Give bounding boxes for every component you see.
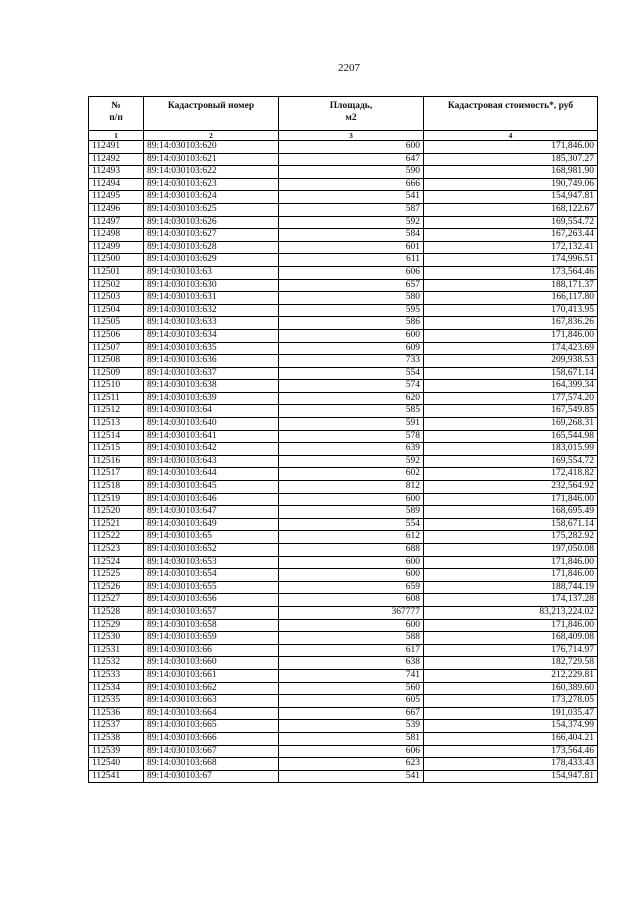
row-number-cell: 112538 [89, 732, 144, 745]
cost-cell: 169,554.72 [424, 216, 598, 229]
table-row [89, 619, 598, 632]
table-row [89, 745, 598, 758]
area-cell: 647 [279, 153, 424, 166]
table-row [89, 506, 598, 519]
table-row [89, 405, 598, 418]
area-cell: 667 [279, 707, 424, 720]
area-cell: 600 [279, 619, 424, 632]
area-cell: 554 [279, 518, 424, 531]
row-number-cell: 112521 [89, 518, 144, 531]
row-number-cell: 112524 [89, 556, 144, 569]
table-row [89, 367, 598, 380]
table-row [89, 481, 598, 494]
row-number-cell: 112526 [89, 581, 144, 594]
area-cell: 623 [279, 758, 424, 771]
cost-cell: 172,418.82 [424, 468, 598, 481]
column-number: 4 [424, 131, 598, 141]
cadastral-number-cell: 89:14:030103:632 [144, 304, 279, 317]
header-row-number-label: № п/п [109, 101, 123, 123]
cost-cell: 197,050.08 [424, 544, 598, 557]
cost-cell: 173,564.46 [424, 745, 598, 758]
table-body [89, 141, 598, 783]
cost-cell: 170,413.95 [424, 304, 598, 317]
table-row [89, 418, 598, 431]
cadastral-number-cell: 89:14:030103:652 [144, 544, 279, 557]
row-number-cell: 112518 [89, 481, 144, 494]
table-row [89, 153, 598, 166]
row-number-cell: 112502 [89, 279, 144, 292]
cost-cell: 164,399.34 [424, 380, 598, 393]
cadastral-number-cell: 89:14:030103:646 [144, 493, 279, 506]
row-number-cell: 112515 [89, 443, 144, 456]
column-number: 2 [144, 131, 279, 141]
cost-cell: 154,947.81 [424, 770, 598, 783]
cadastral-number-cell: 89:14:030103:66 [144, 644, 279, 657]
table-row [89, 644, 598, 657]
row-number-cell: 112497 [89, 216, 144, 229]
row-number-cell: 112492 [89, 153, 144, 166]
cost-cell: 169,268.31 [424, 418, 598, 431]
row-number-cell: 112532 [89, 657, 144, 670]
row-number-cell: 112536 [89, 707, 144, 720]
row-number-cell: 112525 [89, 569, 144, 582]
area-cell: 606 [279, 745, 424, 758]
header-area [279, 97, 424, 131]
cost-cell: 188,171.37 [424, 279, 598, 292]
cadastral-number-cell: 89:14:030103:64 [144, 405, 279, 418]
cost-cell: 168,981.90 [424, 166, 598, 179]
row-number-cell: 112517 [89, 468, 144, 481]
area-cell: 609 [279, 342, 424, 355]
cadastral-number-cell: 89:14:030103:627 [144, 229, 279, 242]
cost-cell: 158,671.14 [424, 518, 598, 531]
area-cell: 591 [279, 418, 424, 431]
table-row [89, 657, 598, 670]
cost-cell: 174,137.28 [424, 594, 598, 607]
table-row [89, 329, 598, 342]
cost-cell: 212,229.81 [424, 669, 598, 682]
cost-cell: 174,423.69 [424, 342, 598, 355]
table-row [89, 229, 598, 242]
cadastral-number-cell: 89:14:030103:647 [144, 506, 279, 519]
cadastral-number-cell: 89:14:030103:636 [144, 355, 279, 368]
header-area-label: Площадь, м2 [329, 101, 373, 123]
cadastral-number-cell: 89:14:030103:642 [144, 443, 279, 456]
row-number-cell: 112503 [89, 292, 144, 305]
header-cadastral-cost: Кадастровая стоимость*, руб [424, 97, 598, 131]
cost-cell: 166,404.21 [424, 732, 598, 745]
cost-cell: 232,564.92 [424, 481, 598, 494]
area-cell: 605 [279, 695, 424, 708]
cadastral-number-cell: 89:14:030103:657 [144, 606, 279, 619]
area-cell: 600 [279, 141, 424, 154]
area-cell: 639 [279, 443, 424, 456]
area-cell: 588 [279, 632, 424, 645]
cost-cell: 160,389.60 [424, 682, 598, 695]
row-number-cell: 112531 [89, 644, 144, 657]
row-number-cell: 112520 [89, 506, 144, 519]
cadastral-number-cell: 89:14:030103:65 [144, 531, 279, 544]
area-cell: 367777 [279, 606, 424, 619]
cadastral-number-cell: 89:14:030103:639 [144, 392, 279, 405]
cadastral-number-cell: 89:14:030103:668 [144, 758, 279, 771]
area-cell: 812 [279, 481, 424, 494]
area-cell: 612 [279, 531, 424, 544]
cadastral-number-cell: 89:14:030103:649 [144, 518, 279, 531]
area-cell: 590 [279, 166, 424, 179]
row-number-cell: 112528 [89, 606, 144, 619]
table-row [89, 682, 598, 695]
cadastral-table [88, 96, 598, 783]
table-row [89, 317, 598, 330]
header-row-number [89, 97, 144, 131]
row-number-cell: 112530 [89, 632, 144, 645]
row-number-cell: 112533 [89, 669, 144, 682]
cost-cell: 183,015.99 [424, 443, 598, 456]
cost-cell: 167,263.44 [424, 229, 598, 242]
row-number-cell: 112541 [89, 770, 144, 783]
cadastral-number-cell: 89:14:030103:665 [144, 720, 279, 733]
area-cell: 657 [279, 279, 424, 292]
row-number-cell: 112493 [89, 166, 144, 179]
cost-cell: 166,117.80 [424, 292, 598, 305]
table-row [89, 669, 598, 682]
row-number-cell: 112540 [89, 758, 144, 771]
area-cell: 584 [279, 229, 424, 242]
table-row [89, 342, 598, 355]
row-number-cell: 112501 [89, 266, 144, 279]
cadastral-number-cell: 89:14:030103:631 [144, 292, 279, 305]
cost-cell: 169,554.72 [424, 455, 598, 468]
row-number-cell: 112500 [89, 254, 144, 267]
table-row [89, 292, 598, 305]
cadastral-number-cell: 89:14:030103:638 [144, 380, 279, 393]
table-row [89, 166, 598, 179]
row-number-cell: 112509 [89, 367, 144, 380]
table-row [89, 216, 598, 229]
row-number-cell: 112511 [89, 392, 144, 405]
cost-cell: 185,307.27 [424, 153, 598, 166]
cost-cell: 171,846.00 [424, 493, 598, 506]
area-cell: 602 [279, 468, 424, 481]
cost-cell: 175,282.92 [424, 531, 598, 544]
area-cell: 595 [279, 304, 424, 317]
column-number: 1 [89, 131, 144, 141]
cadastral-number-cell: 89:14:030103:659 [144, 632, 279, 645]
cadastral-number-cell: 89:14:030103:660 [144, 657, 279, 670]
table-row [89, 178, 598, 191]
table-row [89, 695, 598, 708]
row-number-cell: 112519 [89, 493, 144, 506]
cost-cell: 178,433.43 [424, 758, 598, 771]
row-number-cell: 112529 [89, 619, 144, 632]
cadastral-number-cell: 89:14:030103:656 [144, 594, 279, 607]
area-cell: 580 [279, 292, 424, 305]
row-number-cell: 112516 [89, 455, 144, 468]
cadastral-number-cell: 89:14:030103:637 [144, 367, 279, 380]
table-row [89, 455, 598, 468]
row-number-cell: 112539 [89, 745, 144, 758]
area-cell: 600 [279, 329, 424, 342]
row-number-cell: 112537 [89, 720, 144, 733]
table-row [89, 443, 598, 456]
row-number-cell: 112505 [89, 317, 144, 330]
row-number-cell: 112523 [89, 544, 144, 557]
table-row [89, 770, 598, 783]
area-cell: 659 [279, 581, 424, 594]
area-cell: 541 [279, 191, 424, 204]
cost-cell: 83,213,224.02 [424, 606, 598, 619]
row-number-cell: 112534 [89, 682, 144, 695]
cadastral-number-cell: 89:14:030103:626 [144, 216, 279, 229]
area-cell: 581 [279, 732, 424, 745]
table-row [89, 606, 598, 619]
page-number: 2207 [338, 62, 360, 74]
column-number-row [89, 131, 598, 141]
area-cell: 733 [279, 355, 424, 368]
area-cell: 600 [279, 556, 424, 569]
table-header-row [89, 97, 598, 131]
cadastral-number-cell: 89:14:030103:658 [144, 619, 279, 632]
table-row [89, 254, 598, 267]
cost-cell: 167,836.26 [424, 317, 598, 330]
cost-cell: 171,846.00 [424, 619, 598, 632]
area-cell: 586 [279, 317, 424, 330]
table-row [89, 594, 598, 607]
cadastral-number-cell: 89:14:030103:661 [144, 669, 279, 682]
area-cell: 578 [279, 430, 424, 443]
cost-cell: 191,035.47 [424, 707, 598, 720]
cadastral-number-cell: 89:14:030103:635 [144, 342, 279, 355]
cost-cell: 188,744.19 [424, 581, 598, 594]
cadastral-number-cell: 89:14:030103:633 [144, 317, 279, 330]
cost-cell: 171,846.00 [424, 569, 598, 582]
table-row [89, 203, 598, 216]
cadastral-number-cell: 89:14:030103:67 [144, 770, 279, 783]
area-cell: 592 [279, 455, 424, 468]
cadastral-number-cell: 89:14:030103:643 [144, 455, 279, 468]
cadastral-number-cell: 89:14:030103:645 [144, 481, 279, 494]
table-row [89, 279, 598, 292]
area-cell: 600 [279, 569, 424, 582]
cadastral-number-cell: 89:14:030103:630 [144, 279, 279, 292]
table-row [89, 430, 598, 443]
area-cell: 638 [279, 657, 424, 670]
row-number-cell: 112504 [89, 304, 144, 317]
area-cell: 611 [279, 254, 424, 267]
area-cell: 592 [279, 216, 424, 229]
row-number-cell: 112491 [89, 141, 144, 154]
cadastral-number-cell: 89:14:030103:624 [144, 191, 279, 204]
row-number-cell: 112506 [89, 329, 144, 342]
area-cell: 620 [279, 392, 424, 405]
row-number-cell: 112514 [89, 430, 144, 443]
cadastral-number-cell: 89:14:030103:634 [144, 329, 279, 342]
table-row [89, 544, 598, 557]
row-number-cell: 112494 [89, 178, 144, 191]
table-row [89, 355, 598, 368]
row-number-cell: 112513 [89, 418, 144, 431]
area-cell: 560 [279, 682, 424, 695]
cadastral-number-cell: 89:14:030103:662 [144, 682, 279, 695]
table-row [89, 304, 598, 317]
table-row [89, 266, 598, 279]
row-number-cell: 112535 [89, 695, 144, 708]
cost-cell: 165,544.98 [424, 430, 598, 443]
column-number: 3 [279, 131, 424, 141]
row-number-cell: 112508 [89, 355, 144, 368]
table-row [89, 241, 598, 254]
cost-cell: 171,846.00 [424, 556, 598, 569]
cost-cell: 177,574.20 [424, 392, 598, 405]
cadastral-number-cell: 89:14:030103:620 [144, 141, 279, 154]
area-cell: 608 [279, 594, 424, 607]
cost-cell: 168,695.49 [424, 506, 598, 519]
table-row [89, 141, 598, 154]
cost-cell: 182,729.58 [424, 657, 598, 670]
cadastral-number-cell: 89:14:030103:666 [144, 732, 279, 745]
cadastral-number-cell: 89:14:030103:625 [144, 203, 279, 216]
row-number-cell: 112522 [89, 531, 144, 544]
table-row [89, 380, 598, 393]
table-row [89, 632, 598, 645]
cost-cell: 173,564.46 [424, 266, 598, 279]
row-number-cell: 112496 [89, 203, 144, 216]
area-cell: 541 [279, 770, 424, 783]
table-row [89, 581, 598, 594]
row-number-cell: 112527 [89, 594, 144, 607]
area-cell: 574 [279, 380, 424, 393]
cost-cell: 176,714.97 [424, 644, 598, 657]
area-cell: 600 [279, 493, 424, 506]
cost-cell: 173,278.05 [424, 695, 598, 708]
cost-cell: 171,846.00 [424, 141, 598, 154]
cost-cell: 171,846.00 [424, 329, 598, 342]
area-cell: 539 [279, 720, 424, 733]
area-cell: 601 [279, 241, 424, 254]
table-row [89, 758, 598, 771]
area-cell: 585 [279, 405, 424, 418]
cadastral-number-cell: 89:14:030103:667 [144, 745, 279, 758]
row-number-cell: 112507 [89, 342, 144, 355]
row-number-cell: 112495 [89, 191, 144, 204]
cadastral-number-cell: 89:14:030103:663 [144, 695, 279, 708]
cadastral-number-cell: 89:14:030103:640 [144, 418, 279, 431]
table-row [89, 392, 598, 405]
cost-cell: 168,122.67 [424, 203, 598, 216]
cadastral-number-cell: 89:14:030103:623 [144, 178, 279, 191]
area-cell: 617 [279, 644, 424, 657]
row-number-cell: 112512 [89, 405, 144, 418]
area-cell: 688 [279, 544, 424, 557]
table-row [89, 531, 598, 544]
table-row [89, 569, 598, 582]
cost-cell: 154,947.81 [424, 191, 598, 204]
area-cell: 741 [279, 669, 424, 682]
area-cell: 554 [279, 367, 424, 380]
cadastral-number-cell: 89:14:030103:641 [144, 430, 279, 443]
area-cell: 589 [279, 506, 424, 519]
cost-cell: 209,938.53 [424, 355, 598, 368]
row-number-cell: 112499 [89, 241, 144, 254]
table-row [89, 732, 598, 745]
cadastral-number-cell: 89:14:030103:644 [144, 468, 279, 481]
table-row [89, 493, 598, 506]
table-row [89, 518, 598, 531]
table-row [89, 191, 598, 204]
row-number-cell: 112510 [89, 380, 144, 393]
area-cell: 606 [279, 266, 424, 279]
cost-cell: 190,749.06 [424, 178, 598, 191]
cadastral-number-cell: 89:14:030103:628 [144, 241, 279, 254]
cost-cell: 174,996.51 [424, 254, 598, 267]
cadastral-number-cell: 89:14:030103:621 [144, 153, 279, 166]
cadastral-number-cell: 89:14:030103:654 [144, 569, 279, 582]
table-row [89, 468, 598, 481]
cadastral-number-cell: 89:14:030103:622 [144, 166, 279, 179]
cost-cell: 172,132.41 [424, 241, 598, 254]
cadastral-number-cell: 89:14:030103:63 [144, 266, 279, 279]
cadastral-number-cell: 89:14:030103:653 [144, 556, 279, 569]
header-cadastral-number: Кадастровый номер [144, 97, 279, 131]
cost-cell: 167,549.85 [424, 405, 598, 418]
table-row [89, 707, 598, 720]
cadastral-number-cell: 89:14:030103:655 [144, 581, 279, 594]
table-row [89, 556, 598, 569]
area-cell: 587 [279, 203, 424, 216]
cadastral-number-cell: 89:14:030103:629 [144, 254, 279, 267]
table-row [89, 720, 598, 733]
cost-cell: 168,409.08 [424, 632, 598, 645]
cost-cell: 158,671.14 [424, 367, 598, 380]
area-cell: 666 [279, 178, 424, 191]
cadastral-number-cell: 89:14:030103:664 [144, 707, 279, 720]
row-number-cell: 112498 [89, 229, 144, 242]
cost-cell: 154,374.99 [424, 720, 598, 733]
